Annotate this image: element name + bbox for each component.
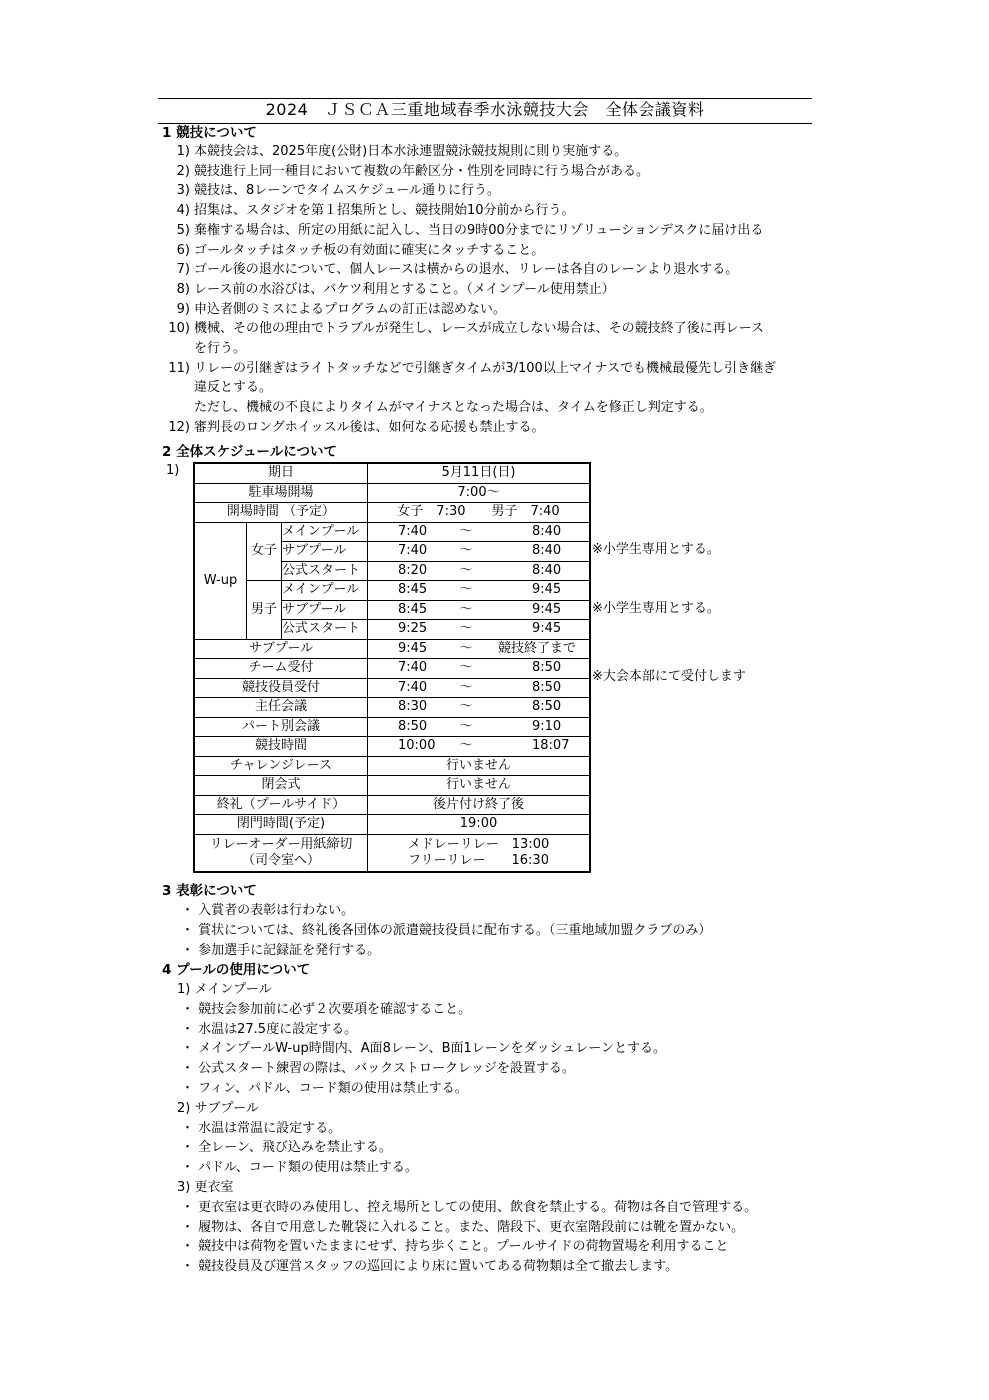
challenge-label: チャレンジレース <box>194 756 368 776</box>
table-row <box>194 678 590 698</box>
list-item <box>166 359 776 378</box>
chief-meeting-label: 主任会議 <box>194 698 368 718</box>
date-value: 5月11日(日) <box>368 463 591 483</box>
girls-start-time: 8:20 ～ 8:40 <box>368 561 591 581</box>
boys-main-label: メインプール <box>282 581 368 601</box>
item-number: 12) <box>168 419 190 435</box>
closing-value: 行いません <box>368 776 591 796</box>
section-2-heading: 2 全体スケジュールについて <box>162 444 338 460</box>
list-item: ・ フィン、パドル、コード類の使用は禁止する。 <box>181 1081 468 1096</box>
table-row <box>194 756 590 776</box>
list-item <box>166 201 575 220</box>
gate-label: 閉門時間(予定) <box>194 815 368 835</box>
girls-start-label: 公式スタート <box>282 561 368 581</box>
table-row <box>194 581 590 601</box>
table-row <box>194 463 590 483</box>
list-item: ・ 参加選手に記録証を発行する。 <box>181 943 381 958</box>
subpool-time: 9:45 ～ 競技終了まで <box>368 639 591 659</box>
table-row <box>194 639 590 659</box>
item-number: 3) <box>176 183 190 199</box>
list-item <box>166 142 627 161</box>
list-item: ・ 公式スタート練習の際は、バックストロークレッジを設置する。 <box>181 1061 575 1077</box>
item-text: ゴールタッチはタッチ板の有効面に確実にタッチすること。 <box>194 242 545 258</box>
date-label: 期日 <box>194 463 368 483</box>
note-boys: ※小学生専用とする。 <box>592 601 720 616</box>
team-reception-label: チーム受付 <box>194 659 368 679</box>
section-3-heading: 3 表彰について <box>162 883 257 899</box>
gate-value: 19:00 <box>368 815 591 835</box>
item-number: 1) <box>176 144 190 159</box>
subsection-heading: 2) サブプール <box>177 1100 259 1116</box>
list-item <box>166 221 763 240</box>
girls-sub-time: 7:40 ～ 8:40 <box>368 542 591 562</box>
list-item: ・ 競技中は荷物を置いたままにせず、持ち歩くこと。プールサイドの荷物置場を利用すること <box>181 1239 729 1255</box>
final-value: 後片付け終了後 <box>368 795 591 815</box>
boys-sub-time: 8:45 ～ 9:45 <box>368 600 591 620</box>
item-number: 7) <box>176 262 190 278</box>
table-row <box>194 698 590 718</box>
list-item: ・ 賞状については、終礼後各団体の派遣競技役員に配布する。（三重地域加盟クラブのみ） <box>181 923 712 938</box>
official-reception-label: 競技役員受付 <box>194 678 368 698</box>
item-text: ただし、機械の不良によりタイムがマイナスとなった場合は、タイムを修正し判定する。 <box>194 400 713 416</box>
boys-sub-label: サブプール <box>282 600 368 620</box>
boys-main-time: 8:45 ～ 9:45 <box>368 581 591 601</box>
schedule-number: 1) <box>166 463 180 478</box>
open-value: 女子 7:30 男子 7:40 <box>368 503 591 523</box>
part-meeting-label: パート別会議 <box>194 717 368 737</box>
list-item: ・ 履物は、各自で用意した靴袋に入れること。また、階段下、更衣室階段前には靴を置かない。 <box>181 1219 745 1235</box>
item-number: 10) <box>168 321 190 337</box>
competition-time-value: 10:00 ～ 18:07 <box>368 737 591 757</box>
section-1-heading: 1 競技について <box>162 125 257 141</box>
item-text: リレーの引継ぎはライトタッチなどで引継ぎタイムが3/100以上マイナスでも機械最優先し引き継ぎ <box>194 360 777 376</box>
item-text: 招集は、スタジオを第１招集所とし、競技開始10分前から行う。 <box>194 203 575 219</box>
item-text: 棄権する場合は、所定の用紙に記入し、当日の9時00分までにリゾリューションデスクに届け出る <box>194 222 764 238</box>
item-text: 審判長のロングホイッスル後は、如何なる応援も禁止する。 <box>194 419 545 435</box>
item-number: 8) <box>176 281 190 297</box>
item-text: 違反とする。 <box>194 380 273 396</box>
list-item: ・ 更衣室は更衣時のみ使用し、控え場所としての使用、飲食を禁止する。荷物は各自で管理する。 <box>181 1199 758 1215</box>
subsection-heading: 3) 更衣室 <box>177 1180 234 1195</box>
item-text: 競技は、8レーンでタイムスケジュール通りに行う。 <box>194 183 500 199</box>
item-number: 2) <box>176 163 190 179</box>
list-item: ・ 競技会参加前に必ず２次要項を確認すること。 <box>181 1001 472 1017</box>
girls-main-time: 7:40 ～ 8:40 <box>368 522 591 542</box>
table-row <box>194 834 590 872</box>
open-label: 開場時間 （予定） <box>194 503 368 523</box>
official-reception-time: 7:40 ～ 8:50 <box>368 678 591 698</box>
item-text: 本競技会は、2025年度(公財)日本水泳連盟競泳競技規則に則り実施する。 <box>194 144 628 159</box>
boys-start-time: 9:25 ～ 9:45 <box>368 620 591 640</box>
table-row <box>194 815 590 835</box>
list-item: ・ 入賞者の表彰は行わない。 <box>181 903 355 918</box>
list-item <box>166 398 713 417</box>
table-row <box>194 659 590 679</box>
part-meeting-time: 8:50 ～ 9:10 <box>368 717 591 737</box>
list-item: ・ 水温は常温に設定する。 <box>181 1120 342 1136</box>
challenge-value: 行いません <box>368 756 591 776</box>
competition-time-label: 競技時間 <box>194 737 368 757</box>
table-row <box>194 776 590 796</box>
list-item <box>166 378 272 397</box>
list-item <box>166 280 615 299</box>
item-text: ゴール後の退水について、個人レースは横からの退水、リレーは各自のレーンより退水する。 <box>194 262 739 278</box>
item-text: を行う。 <box>194 341 247 356</box>
note-girls: ※小学生専用とする。 <box>592 542 720 557</box>
list-item <box>166 241 544 260</box>
item-text: レース前の水浴びは、バケツ利用とすること。（メインプール使用禁止） <box>194 281 615 297</box>
table-row <box>194 483 590 503</box>
closing-label: 閉会式 <box>194 776 368 796</box>
item-number: 5) <box>176 222 190 238</box>
subsection-heading: 1) メインプール <box>177 982 272 997</box>
team-reception-time: 7:40 ～ 8:50 <box>368 659 591 679</box>
section-4-heading: 4 プールの使用について <box>162 962 311 978</box>
table-row <box>194 522 590 542</box>
list-item: ・ 競技役員及び運営スタッフの巡回により床に置いてある荷物類は全て撤去します。 <box>181 1259 679 1275</box>
list-item: ・ メインプールW-up時間内、A面8レーン、B面1レーンをダッシュレーンとする。 <box>181 1041 667 1057</box>
girls-main-label: メインプール <box>282 522 368 542</box>
table-row <box>194 503 590 523</box>
title-bar <box>158 98 812 124</box>
list-item: ・ パドル、コード類の使用は禁止する。 <box>181 1160 418 1176</box>
list-item: ・ 全レーン、飛び込みを禁止する。 <box>181 1140 392 1156</box>
girls-sub-label: サブプール <box>282 542 368 562</box>
table-row <box>194 795 590 815</box>
list-item: ・ 水温は27.5度に設定する。 <box>181 1021 358 1037</box>
table-row <box>194 737 590 757</box>
relay-deadline-label: リレーオーダー用紙締切 （司令室へ） <box>194 834 368 872</box>
final-label: 終礼（プールサイド） <box>194 795 368 815</box>
girls-label: 女子 <box>247 522 282 581</box>
relay-deadline-value: メドレーリレー 13:00 フリーリレー 16:30 <box>368 834 591 872</box>
table-row <box>194 717 590 737</box>
list-item <box>166 319 764 338</box>
boys-start-label: 公式スタート <box>282 620 368 640</box>
note-team: ※大会本部にて受付します <box>592 669 746 684</box>
list-item <box>166 300 506 319</box>
item-text: 機械、その他の理由でトラブルが発生し、レースが成立しない場合は、その競技終了後に再レース <box>194 321 764 337</box>
page-title: 2024 ＪＳＣＡ三重地域春季水泳競技大会 全体会議資料 <box>265 100 705 119</box>
item-text: 競技進行上同一種目において複数の年齢区分・性別を同時に行う場合がある。 <box>194 163 650 179</box>
item-number: 9) <box>176 301 190 317</box>
list-item <box>166 181 500 200</box>
item-number: 11) <box>168 360 190 376</box>
list-item <box>166 418 544 437</box>
list-item <box>166 339 246 358</box>
chief-meeting-time: 8:30 ～ 8:50 <box>368 698 591 718</box>
parking-label: 駐車場開場 <box>194 483 368 503</box>
subpool-label: サブプール <box>194 639 368 659</box>
item-number: 6) <box>176 242 190 258</box>
list-item <box>166 260 738 279</box>
list-item <box>166 162 649 181</box>
item-text: 申込者側のミスによるプログラムの訂正は認めない。 <box>194 301 506 317</box>
item-number: 4) <box>176 203 190 219</box>
schedule-table <box>193 462 591 873</box>
parking-value: 7:00～ <box>368 483 591 503</box>
wup-label: W-up <box>194 522 247 639</box>
boys-label: 男子 <box>247 581 282 640</box>
